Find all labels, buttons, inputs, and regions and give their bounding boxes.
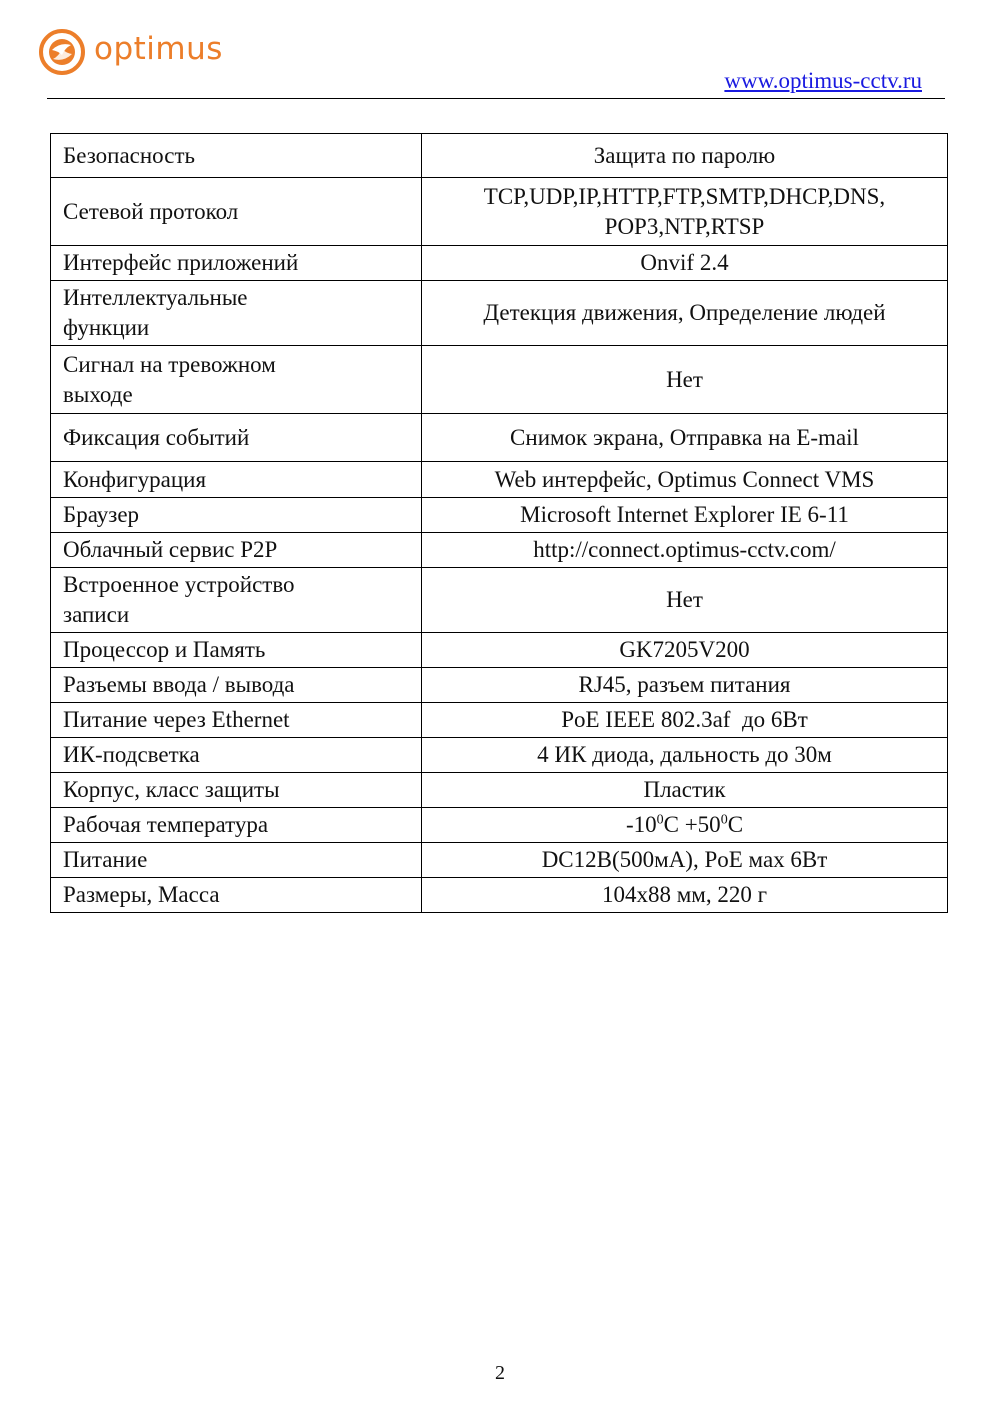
spec-label: Облачный сервис P2P [51,533,422,568]
spec-value: PoE IEEE 802.3af до 6Вт [422,703,948,738]
spec-value: Снимок экрана, Отправка на E-mail [422,414,948,462]
temp-max: C +50 [663,812,721,837]
brand-name: optimus [94,31,223,67]
table-row [51,808,948,843]
table-row [51,703,948,738]
optimus-logo-icon [38,28,86,76]
table-row [51,668,948,703]
table-row [51,568,948,633]
spec-value: http://connect.optimus-cctv.com/ [422,533,948,568]
spec-label: Корпус, класс защиты [51,773,422,808]
spec-value: GK7205V200 [422,633,948,668]
spec-value [422,178,948,246]
spec-value [422,808,948,843]
table-row [51,134,948,178]
website-link[interactable]: www.optimus-cctv.ru [724,68,922,93]
table-row [51,281,948,346]
degree-mark: 0 [720,812,728,828]
spec-value: Web интерфейс, Optimus Connect VMS [422,462,948,498]
header-divider [47,98,945,99]
spec-label: Рабочая температура [51,808,422,843]
table-row [51,878,948,913]
spec-label-line: Сигнал на тревожном [63,351,276,377]
spec-label: Размеры, Масса [51,878,422,913]
table-row [51,462,948,498]
spec-label: Разъемы ввода / вывода [51,668,422,703]
table-row [51,414,948,462]
spec-value: Нет [422,346,948,414]
spec-value: 4 ИК диода, дальность до 30м [422,738,948,773]
page-number: 2 [495,1362,505,1384]
spec-label: ИК-подсветка [51,738,422,773]
optimus-logo [38,28,223,76]
spec-label: Питание [51,843,422,878]
spec-label: Конфигурация [51,462,422,498]
table-row [51,533,948,568]
table-row [51,773,948,808]
table-row [51,346,948,414]
spec-label-line: функции [63,315,150,340]
table-row [51,738,948,773]
spec-label: Питание через Ethernet [51,703,422,738]
spec-label: Браузер [51,498,422,533]
spec-label: Сетевой протокол [51,178,422,246]
spec-value: Пластик [422,773,948,808]
table-row [51,178,948,246]
spec-label-line: Интеллектуальные [63,285,248,310]
spec-label-line: Встроенное устройство [63,572,295,597]
degree-mark: 0 [656,812,664,828]
spec-value: Microsoft Internet Explorer IE 6-11 [422,498,948,533]
table-row [51,843,948,878]
spec-value: RJ45, разъем питания [422,668,948,703]
spec-label [51,346,422,414]
spec-value: Нет [422,568,948,633]
spec-value-line: TCP,UDP,IP,HTTP,FTP,SMTP,DHCP,DNS, [483,183,886,209]
spec-label: Интерфейс приложений [51,246,422,281]
page-header [0,0,1000,100]
spec-value: Защита по паролю [422,134,948,178]
spec-label-line: записи [63,602,130,627]
table-row [51,498,948,533]
table-row [51,246,948,281]
spec-label: Процессор и Память [51,633,422,668]
specifications-table [50,133,948,913]
table-row [51,633,948,668]
temp-min: -10 [625,812,657,837]
spec-value-line: POP3,NTP,RTSP [604,213,765,239]
spec-label-line: выходе [63,381,133,407]
spec-value: Onvif 2.4 [422,246,948,281]
spec-label: Безопасность [51,134,422,178]
spec-label: Фиксация событий [51,414,422,462]
temp-unit: C [727,812,744,837]
spec-label [51,568,422,633]
spec-value: Детекция движения, Определение людей [422,281,948,346]
spec-label [51,281,422,346]
spec-value: 104х88 мм, 220 г [422,878,948,913]
spec-value: DC12В(500мА), PoE мах 6Вт [422,843,948,878]
